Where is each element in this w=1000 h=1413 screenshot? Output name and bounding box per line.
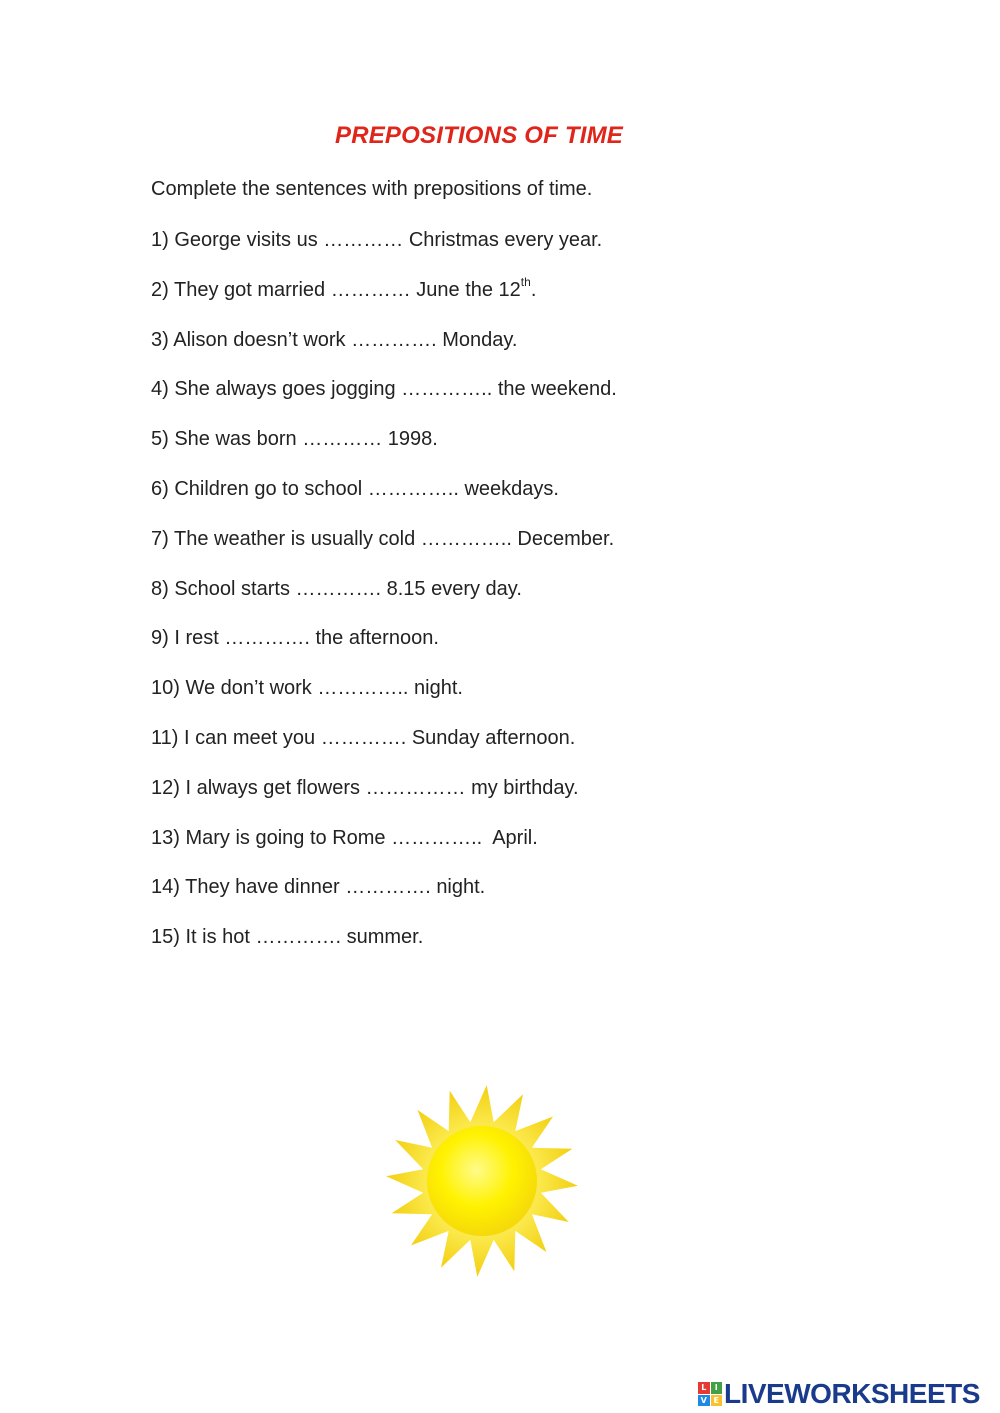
instruction-text: Complete the sentences with prepositions of time. — [151, 178, 593, 200]
exercise-list — [151, 228, 617, 975]
exercise-item-7: 7) The weather is usually cold ………….. December. — [151, 527, 615, 550]
exercise-item-3: 3) Alison doesn’t work …………. Monday. — [151, 328, 518, 351]
logo-icon — [698, 1382, 722, 1406]
exercise-item-8: 8) School starts …………. 8.15 every day. — [151, 577, 522, 600]
exercise-item-10: 10) We don’t work ………….. night. — [151, 677, 463, 700]
sun-icon — [385, 1083, 579, 1279]
worksheet-title: PREPOSITIONS OF TIME — [334, 122, 624, 149]
exercise-item-5: 5) She was born ………… 1998. — [151, 428, 438, 451]
logo-text: LIVEWORKSHEETS — [724, 1378, 980, 1409]
exercise-item-4: 4) She always goes jogging ………….. the weekend. — [151, 378, 617, 401]
exercise-item-14: 14) They have dinner …………. night. — [151, 876, 486, 899]
logo-icon-letter: E — [711, 1395, 723, 1407]
sun-core — [427, 1126, 537, 1236]
logo-icon-letter: L — [698, 1382, 710, 1394]
exercise-item-12: 12) I always get flowers …………… my birthday. — [151, 776, 579, 799]
exercise-item-9: 9) I rest …………. the afternoon. — [151, 627, 439, 650]
exercise-item-1: 1) George visits us ………… Christmas every year. — [151, 229, 603, 251]
exercise-item-2: 2) They got married ………… June the 12th. — [151, 275, 537, 301]
exercise-item-11: 11) I can meet you …………. Sunday afternoon. — [151, 726, 576, 749]
ordinal-suffix: th — [520, 275, 531, 290]
logo-icon-letter: V — [698, 1395, 710, 1407]
logo-icon-letter: I — [711, 1382, 723, 1394]
exercise-item-15: 15) It is hot …………. summer. — [151, 926, 424, 949]
liveworksheets-logo — [698, 1378, 980, 1410]
exercise-item-6: 6) Children go to school ………….. weekdays. — [151, 477, 559, 500]
exercise-item-13: 13) Mary is going to Rome ………….. April. — [151, 826, 538, 849]
